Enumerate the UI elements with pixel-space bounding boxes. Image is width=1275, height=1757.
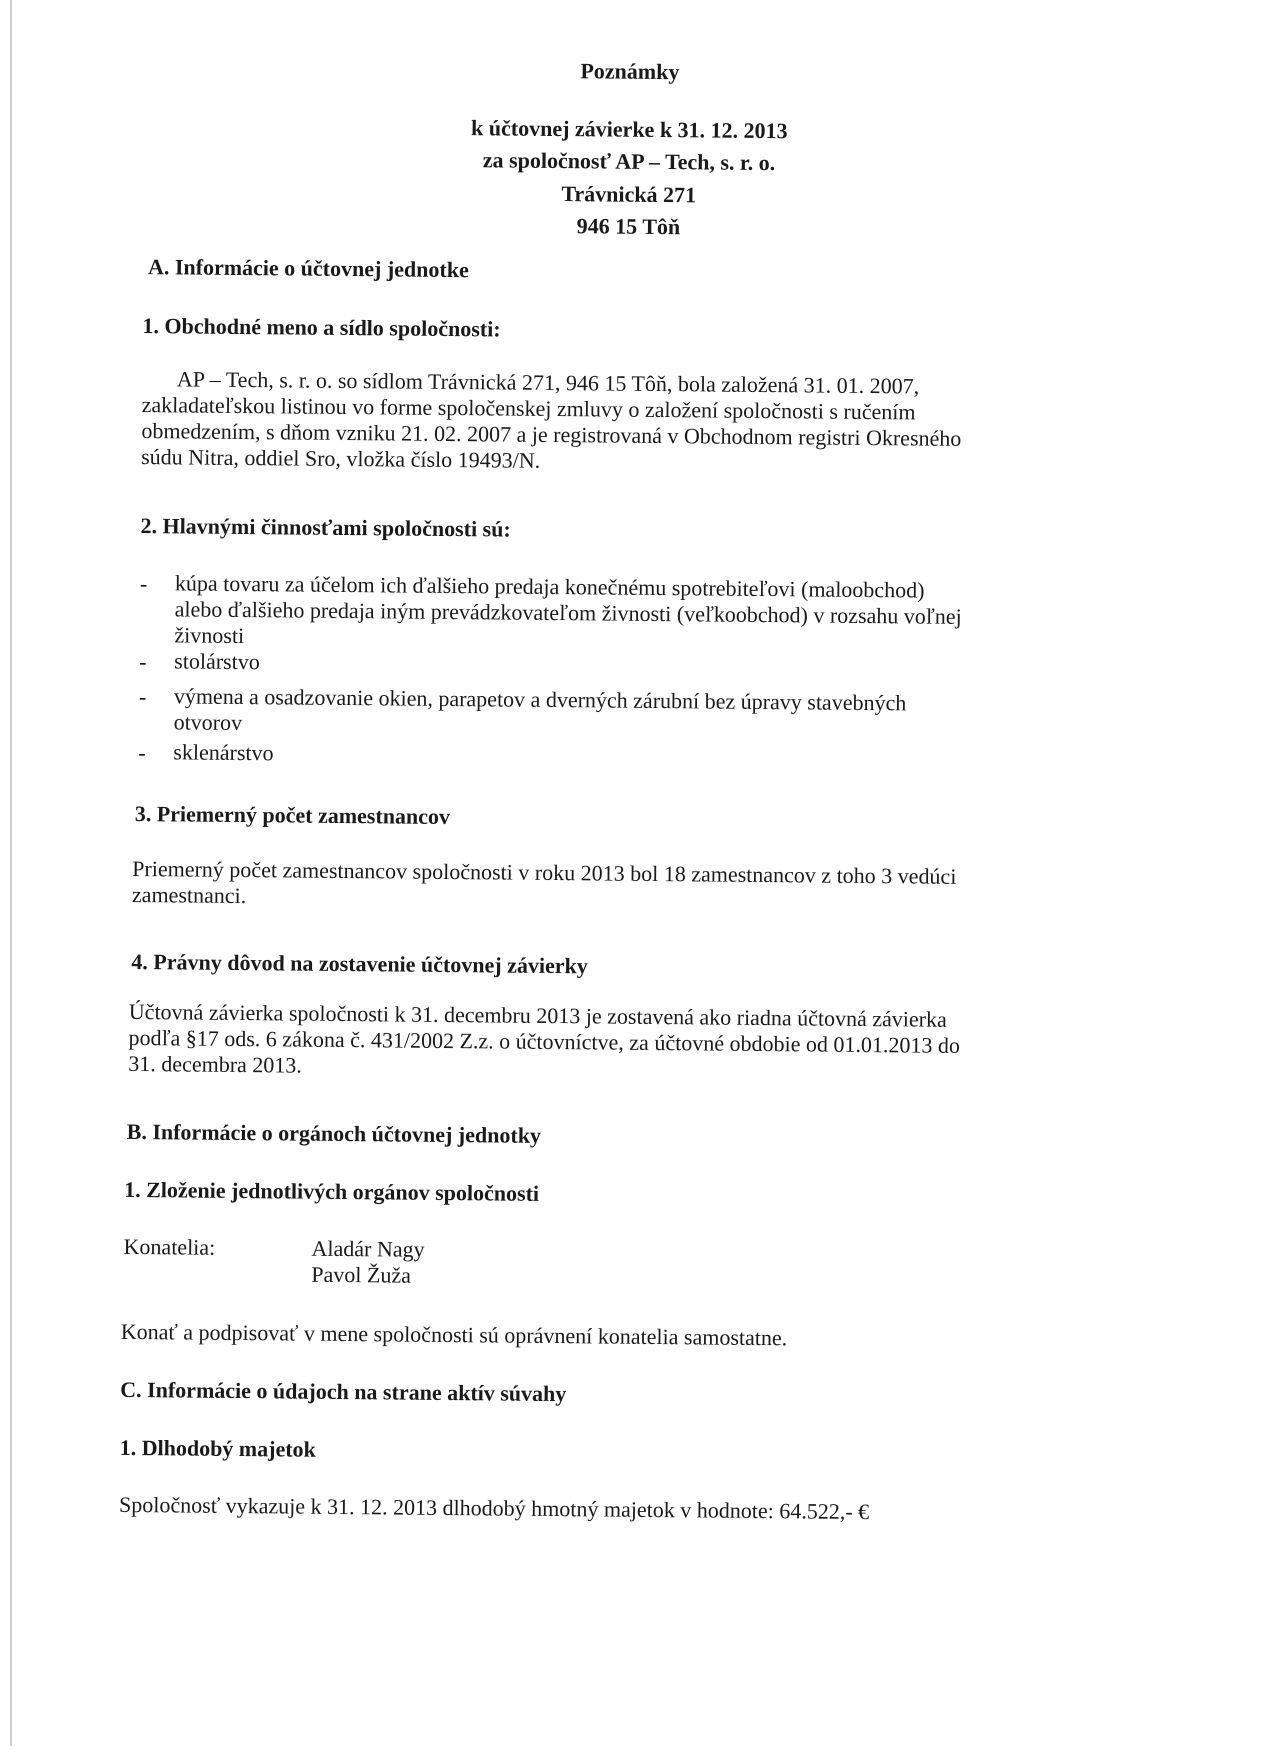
bullet-dash: - [139,649,147,675]
section-a1-heading: 1. Obchodné meno a sídlo spoločnosti: [142,313,501,342]
section-a1-line-2: zakladateľskou listinou vo forme spoločenskej zmluvy o založení spoločnosti s ručením [141,392,916,425]
section-a2-heading: 2. Hlavnými činnosťami spoločnosti sú: [140,513,511,542]
activity-line-7: sklenárstvo [173,739,274,766]
header-line-2: za spoločnosť AP – Tech, s. r. o. [482,147,776,176]
section-a-heading: A. Informácie o účtovnej jednotke [147,254,469,283]
section-a4-heading: 4. Právny dôvod na zostavenie účtovnej závierky [131,948,588,979]
executive-name-1: Aladár Nagy [311,1235,425,1262]
section-c1-heading: 1. Dlhodobý majetok [119,1434,316,1462]
activity-line-3: živnosti [174,622,245,649]
section-a1-line-4: súdu Nitra, oddiel Sro, vložka číslo 19493/N. [141,444,541,473]
activity-line-6: otvorov [173,709,243,736]
section-c-heading: C. Informácie o údajoch na strane aktív súvahy [120,1376,567,1407]
header-line-3: Trávnická 271 [561,181,697,208]
section-b-heading: B. Informácie o orgánoch účtovnej jednotky [126,1118,542,1148]
document-title: Poznámky [580,58,680,85]
section-a4-line-1: Účtovná závierka spoločnosti k 31. decembru 2013 je zostavená ako riadna účtovná závierka [128,998,947,1032]
activity-line-2: alebo ďalšieho predaja iným prevádzkovateľom živnosti (veľkoobchod) v rozsahu voľnej [174,596,962,629]
activity-line-1: kúpa tovaru za účelom ich ďalšieho predaja konečnému spotrebiteľovi (maloobchod) [174,570,925,603]
executives-label: Konatelia: [123,1233,216,1260]
section-a1-line-1: AP – Tech, s. r. o. so sídlom Trávnická 271, 946 15 Tôň, bola založená 31. 01. 2007, [176,366,920,399]
activity-line-5: výmena a osadzovanie okien, parapetov a dverných zárubní bez úpravy stavebných [173,683,907,716]
section-a3-line-1: Priemerný počet zamestnancov spoločnosti v roku 2013 bol 18 zamestnancov z toho 3 vedúci [132,855,957,889]
section-a4-line-3: 31. decembra 2013. [128,1050,302,1078]
section-a3-line-2: zamestnanci. [131,881,247,909]
section-a3-heading: 3. Priemerný počet zamestnancov [134,800,451,830]
bullet-dash: - [139,571,148,597]
executives-note: Konať a podpisovať v mene spoločnosti sú oprávnení konatelia samostatne. [120,1318,788,1351]
activity-line-4: stolárstvo [174,648,260,675]
header-line-1: k účtovnej závierke k 31. 12. 2013 [470,115,788,144]
executive-name-2: Pavol Žuža [311,1261,412,1288]
bullet-dash: - [138,684,147,710]
header-line-4: 946 15 Tôň [576,213,681,240]
section-a4-line-2: podľa §17 ods. 6 zákona č. 431/2002 Z.z. o účtovníctve, za účtovné obdobie od 01.01.2013 do [128,1024,961,1058]
section-c1-line: Spoločnosť vykazuje k 31. 12. 2013 dlhodobý hmotný majetok v hodnote: 64.522,- € [119,1491,870,1525]
section-b1-heading: 1. Zloženie jednotlivých orgánov spoločnosti [124,1176,540,1206]
bullet-dash: - [138,740,146,766]
section-a1-line-3: obmedzením, s dňom vzniku 21. 02. 2007 a je registrovaná v Obchodnom registri Okresného [141,418,962,451]
